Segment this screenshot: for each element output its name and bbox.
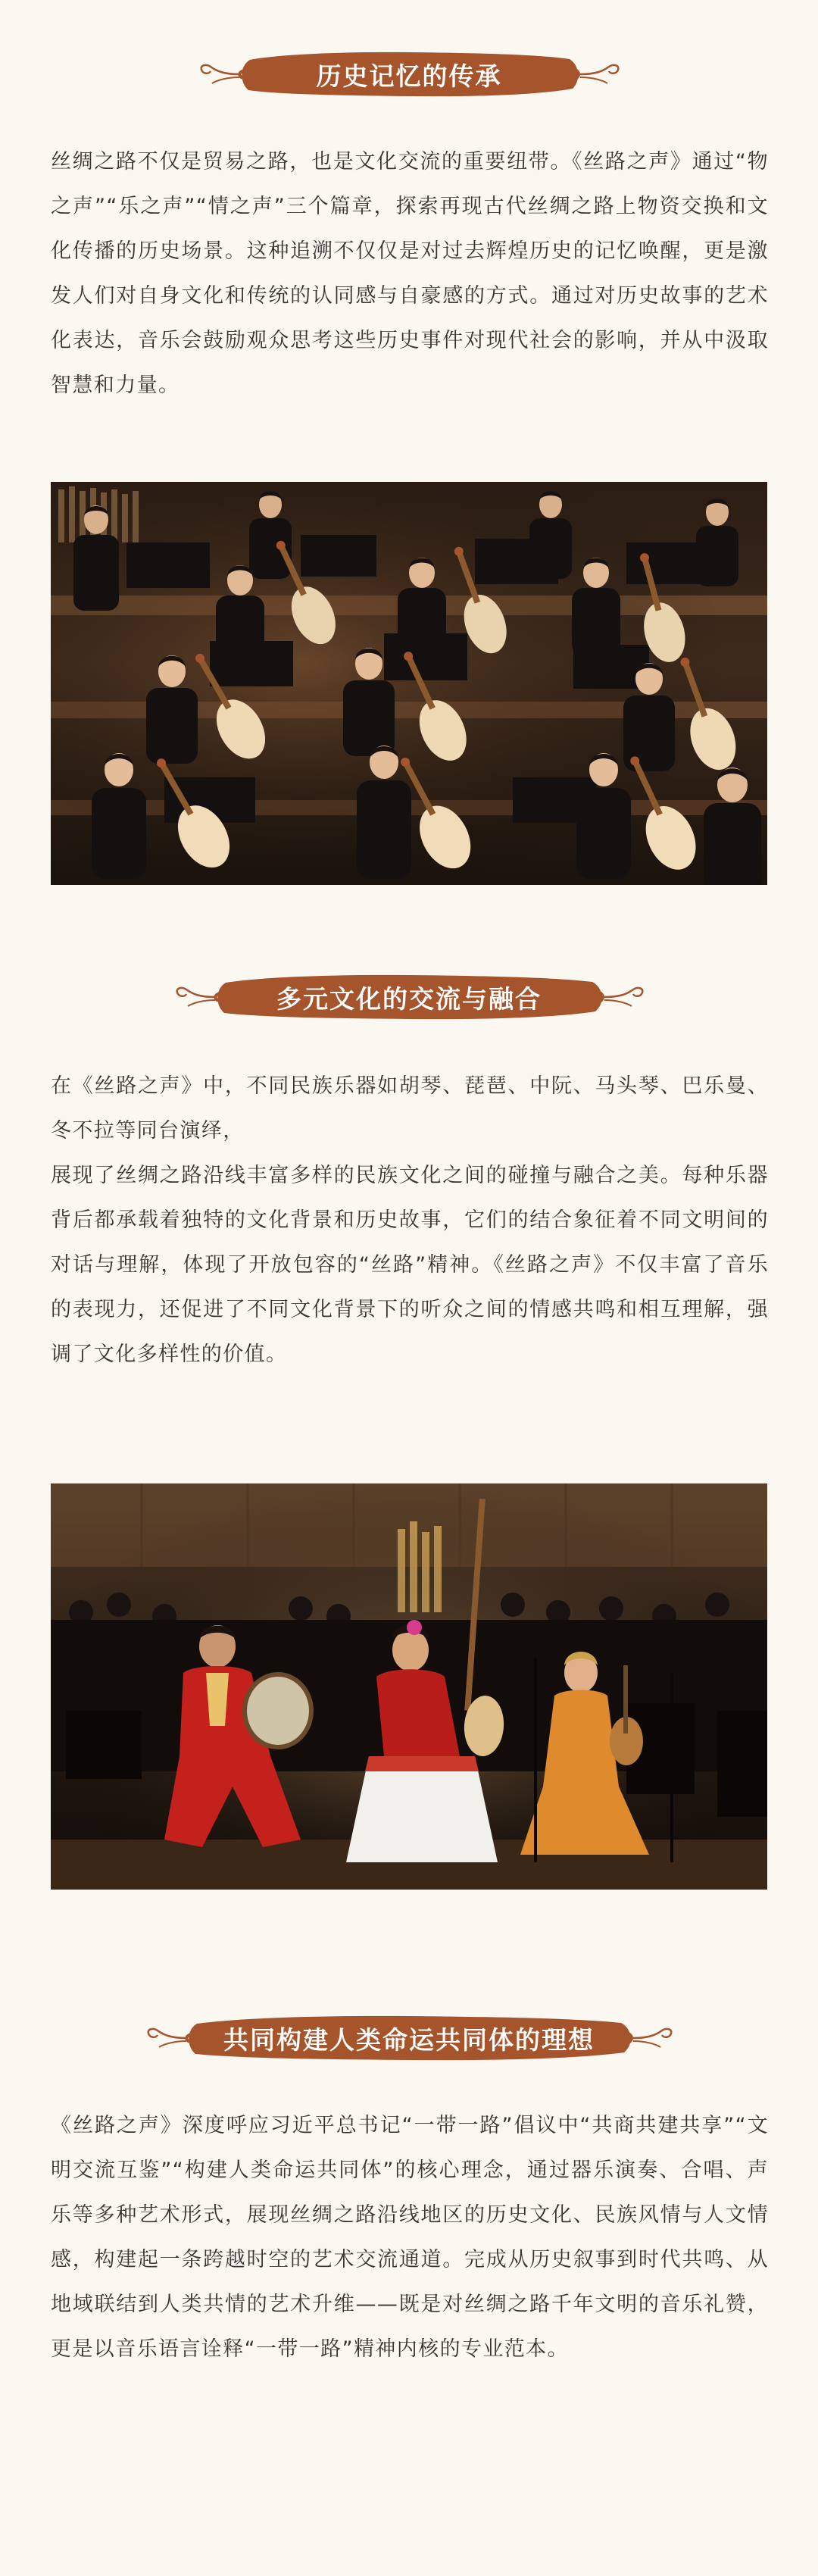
title-banner: [236, 49, 582, 99]
soloists-ethnic-costume-photo: [51, 1483, 767, 1890]
section-paragraph-cultural-exchange: [51, 1064, 769, 1377]
section-paragraph-shared-future: 《丝路之声》深度呼应习近平总书记“一带一路”倡议中“共商共建共享”“文明交流互鉴”“构建人类命运共同体”的核心理念，通过器乐演奏、合唱、声乐等多种艺术形式，展现丝绸之路沿线地区的历史文化、民族风情与人文情感，构建起一条跨越时空的艺术交流通道。完成从历史叙事到时代共鸣、从地域联结到人类共情的艺术升维——既是对丝绸之路千年文明的音乐礼赞，更是以音乐语言诠释“一带一路”精神内核的专业范本。: [51, 2114, 769, 2361]
right-cloud-ornament-icon: [626, 2008, 679, 2068]
left-cloud-ornament-icon: [170, 967, 223, 1027]
section-paragraph-history: 丝绸之路不仅是贸易之路，也是文化交流的重要纽带。《丝路之声》通过“物之声”“乐之声”“情之声”三个篇章，探索再现古代丝绸之路上物资交换和文化传播的历史场景。这种追溯不仅仅是对过去辉煌历史的记忆唤醒，更是激发人们对自身文化和传统的认同感与自豪感的方式。通过对历史故事的艺术化表达，音乐会鼓励观众思考这些历史事件对现代社会的影响，并从中汲取智慧和力量。: [51, 150, 769, 397]
paragraph-line-body: 展现了丝绸之路沿线丰富多样的民族文化之间的碰撞与融合之美。每种乐器背后都承载着独特的文化背景和历史故事，它们的结合象征着不同文明间的对话与理解，体现了开放包容的“丝路”精神。《丝路之声》不仅丰富了音乐的表现力，还促进了不同文化背景下的听众之间的情感共鸣和相互理解，强调了文化多样性的价值。: [51, 1164, 769, 1366]
section-title-cultural-exchange: [0, 967, 818, 1027]
section-title-text: 共同构建人类命运共同体的理想: [223, 2024, 595, 2055]
soloists-ethnic-costume-image: [51, 1483, 767, 1890]
orchestra-pipa-players-photo: [51, 482, 767, 885]
right-cloud-ornament-icon: [597, 967, 650, 1027]
section-title-text: 多元文化的交流与融合: [276, 983, 542, 1014]
paragraph-line-intro: 在《丝路之声》中，不同民族乐器如胡琴、琵琶、中阮、马头琴、巴乐曼、冬不拉等同台演绎，: [51, 1074, 769, 1143]
section-title-history: [0, 44, 818, 105]
section-title-text: 历史记忆的传承: [316, 61, 502, 91]
left-cloud-ornament-icon: [194, 44, 247, 105]
title-banner: [212, 972, 606, 1022]
right-cloud-ornament-icon: [573, 44, 626, 105]
orchestra-pipa-players-image: [51, 482, 767, 885]
left-cloud-ornament-icon: [141, 2008, 194, 2068]
title-banner: [183, 2013, 635, 2063]
section-title-shared-future: [0, 2008, 818, 2068]
